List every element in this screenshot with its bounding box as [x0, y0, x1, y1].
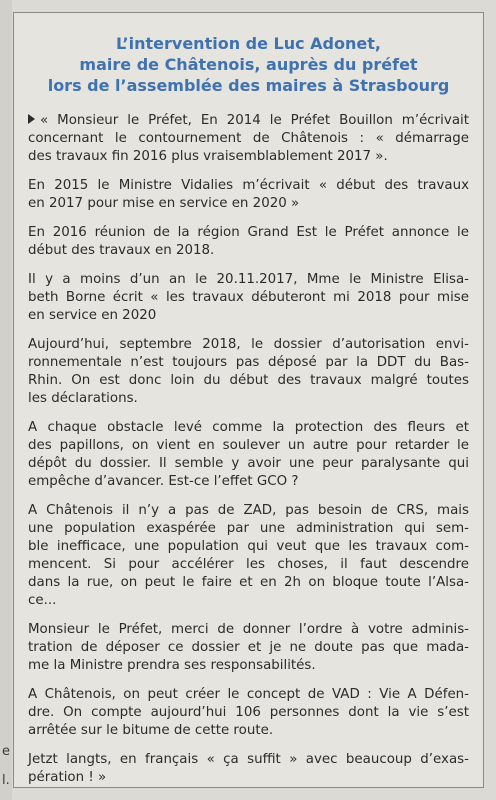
- article-paragraph: [28, 621, 469, 675]
- paragraph-line: mencent. Si pour accélérer les choses, il faut descendre: [28, 557, 469, 572]
- paragraph-line: beth Borne écrit « les travaux débuteront mi 2018 pour mise: [28, 290, 469, 305]
- title-line: maire de Châtenois, auprès du préfet: [79, 55, 418, 74]
- paragraph-line: ce...: [28, 593, 57, 608]
- paragraph-line: [28, 112, 469, 130]
- paragraph-line: Monsieur le Préfet, merci de donner l’ordre à votre adminis-: [28, 622, 469, 637]
- article-paragraph: [28, 686, 469, 740]
- paragraph-line: Jetzt langts, en français « ça suffit » avec beaucoup d’exas-: [28, 752, 469, 767]
- paragraph-line: Aujourd’hui, septembre 2018, le dossier d’autorisation envi-: [28, 337, 469, 352]
- paragraph-line: arrêtée sur le bitume de cette route.: [28, 723, 274, 738]
- paragraph-line: ronnementale n’est toujours pas déposé par la DDT du Bas-: [28, 355, 469, 370]
- paragraph-line: me la Ministre prendra ses responsabilités.: [28, 658, 316, 673]
- adjacent-text-fragment: l.: [2, 773, 10, 788]
- article-paragraph: [28, 336, 469, 408]
- paragraph-line: dans la rue, on peut le faire et en 2h on bloque toute l’Alsa-: [28, 575, 469, 590]
- article-box: [13, 12, 484, 788]
- paragraph-line: Rhin. On est donc loin du début des travaux malgré toutes: [28, 373, 469, 388]
- lead-arrow-icon: [28, 114, 35, 124]
- paragraph-line: Il y a moins d’un an le 20.11.2017, Mme le Ministre Elisa-: [28, 272, 469, 287]
- article-paragraph: [28, 177, 469, 213]
- article-title: [28, 33, 469, 96]
- paragraph-line: concernant le contournement de Châtenois : « démarrage: [28, 131, 469, 146]
- paragraph-line: des papillons, on vient en soulever un autre pour retarder le: [28, 438, 469, 453]
- title-line: L’intervention de Luc Adonet,: [116, 34, 381, 53]
- paragraph-line: en service en 2020: [28, 308, 157, 323]
- paragraph-line: ble inefficace, une population qui veut que les travaux com-: [28, 539, 469, 554]
- paragraph-line: dre. On compte aujourd’hui 106 personnes dont la vie s’est: [28, 705, 469, 720]
- paragraph-line: En 2015 le Ministre Vidalies m’écrivait « début des travaux: [28, 178, 469, 193]
- article-paragraph: [28, 271, 469, 325]
- paragraph-line: une population exaspérée par une administration qui sem-: [28, 521, 469, 536]
- paragraph-line: En 2016 réunion de la région Grand Est le Préfet annonce le: [28, 225, 469, 240]
- paragraph-line: les déclarations.: [28, 391, 138, 406]
- article-paragraph: [28, 751, 469, 787]
- article-body: [28, 112, 469, 787]
- paragraph-line: tration de déposer ce dossier et je ne doute pas que mada-: [28, 640, 469, 655]
- paragraph-line-text: « Monsieur le Préfet, En 2014 le Préfet Bouillon m’écrivait: [40, 113, 469, 128]
- paragraph-line: empêche d’avancer. Est-ce l’effet GCO ?: [28, 474, 299, 489]
- adjacent-column-fragment: [0, 0, 12, 800]
- paragraph-line: A Châtenois, on peut créer le concept de VAD : Vie A Défen-: [28, 687, 469, 702]
- paragraph-line: dépôt du dossier. Il semble y avoir une peur paralysante qui: [28, 456, 469, 471]
- paragraph-line: A chaque obstacle levé comme la protection des fleurs et: [28, 420, 469, 435]
- paragraph-line: en 2017 pour mise en service en 2020 »: [28, 196, 300, 211]
- paragraph-line: début des travaux en 2018.: [28, 243, 215, 258]
- article-paragraph: [28, 419, 469, 491]
- article-paragraph: [28, 502, 469, 610]
- article-paragraph: [28, 224, 469, 260]
- adjacent-text-fragment: e: [2, 744, 10, 759]
- paragraph-line: des travaux fin 2016 plus vraisemblablement 2017 ».: [28, 149, 388, 164]
- article-paragraph: [28, 112, 469, 166]
- paragraph-line: pération ! »: [28, 770, 107, 785]
- title-line: lors de l’assemblée des maires à Strasbourg: [47, 76, 450, 95]
- paragraph-line: A Châtenois il n’y a pas de ZAD, pas besoin de CRS, mais: [28, 503, 469, 518]
